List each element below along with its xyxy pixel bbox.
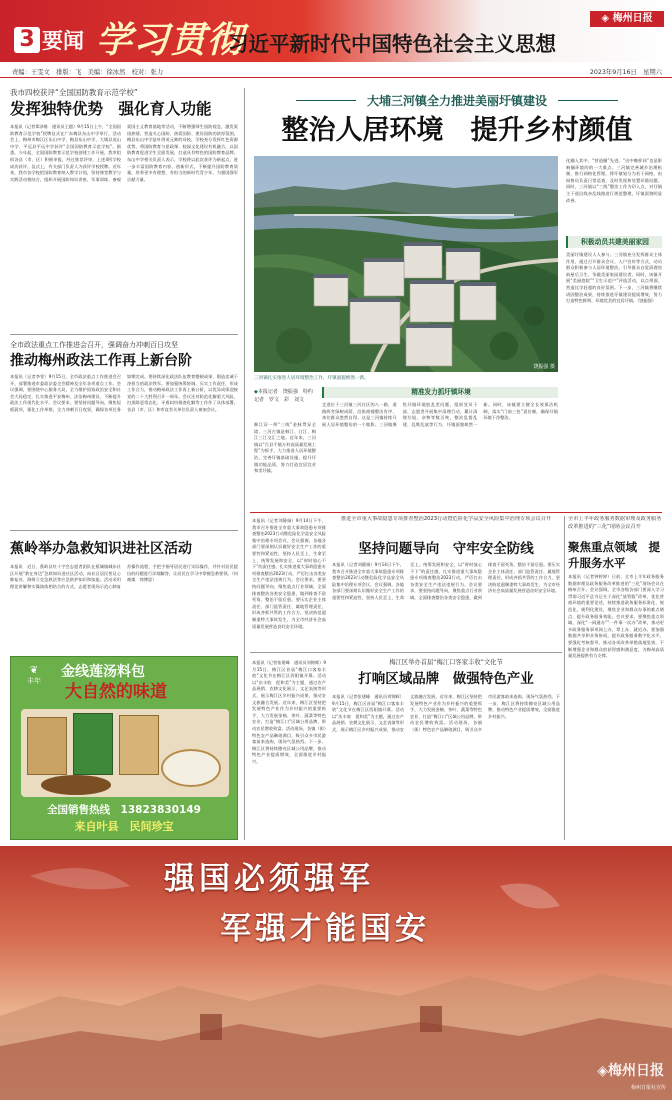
town-aerial-image bbox=[254, 156, 558, 372]
paper-icon: ◈ bbox=[601, 13, 613, 24]
article-kicker: 全市上半年政务服务数据审理及政务服务改革推进的“三化”现场会议召开 bbox=[568, 516, 662, 530]
article-kicker: 梅江区举办首届“梅江口客家丰收”文化节 bbox=[389, 659, 503, 666]
divider bbox=[250, 512, 662, 513]
bottom-banner bbox=[0, 846, 672, 1100]
divider bbox=[250, 652, 562, 653]
ad-hotline: 全国销售热线 13823830149 bbox=[47, 804, 201, 816]
banner-text-box bbox=[164, 854, 474, 990]
feature-section-heading: 精准发力抓圩镇环境 bbox=[322, 387, 558, 398]
article-first-aid bbox=[10, 538, 238, 648]
ad-slogan: 来自叶县 民间珍宝 bbox=[74, 820, 174, 833]
feature-body: 走进位于三河镇三河社区的八一路，道路两旁绿树成荫、沿街商铺整洁有序，来往群众悠然自得。这是三河镇持续开展人居环境整治的一个缩影。三河镇聚焦圩镇环境脏乱差问题，组织党员干部、志愿者开展集中清理行动，累计清理垃圾、杂物等数百吨，整治乱搭乱建、乱堆乱放等行为，圩镇面貌焕然一新。同时，该镇建立健全长效保洁机制，落实“门前三包”责任制，确保圩镇环境干净整洁。 bbox=[322, 402, 558, 427]
advertisement bbox=[10, 656, 238, 840]
column-divider bbox=[244, 88, 245, 840]
banner-logo: ◈梅州日报 bbox=[597, 1063, 664, 1079]
feature-photo bbox=[254, 156, 558, 372]
page-name: 要闻 bbox=[42, 29, 84, 53]
masthead-subtitle: 习近平新时代中国特色社会主义思想 bbox=[228, 32, 556, 56]
issue-date: 2023年9月16日 星期六 bbox=[589, 69, 662, 76]
feature-photo-caption: 三河镇扎实推进人居环境整治工作，圩镇面貌焕然一新。 bbox=[254, 376, 369, 381]
ad-tagline: 大自然的味道 bbox=[65, 682, 167, 702]
product-bowl bbox=[161, 749, 221, 787]
paper-name: ◈ 梅州日报 bbox=[590, 11, 664, 27]
column-divider bbox=[564, 516, 565, 840]
article-safety bbox=[332, 516, 560, 646]
editor-credits: 责编：王雯文 排版：飞 美编：徐冰然 校对：张力 bbox=[12, 69, 164, 76]
article-body: 本报讯（记者李雯）9月15日，全市政法重点工作推进会召开，部署推进市委政法委全会精神及全年各项重点工作。会议强调，要围绕中心服务大局，全力维护国家政治安全和社会大局稳定，扎实推进平安梅州、法治梅州建设，不断提升政法工作现代化水平。会议要求，要坚持问题导向，聚焦短板弱项，强化工作举措，全力冲刺百日攻坚，确保各项任务如期完成。要持续深化政法队伍教育整顿成果，锻造忠诚干净担当的政法铁军。要加强统筹协调，压实工作责任，形成工作合力，推动梅州政法工作再上新台阶，以优异成绩迎接党的二十大胜利召开一周年。会议还对防范化解重大风险、扫黑除恶常态化、矛盾纠纷排查化解等工作作了具体部署。各县（市、区）和市直有关单位负责人参加会议。 bbox=[10, 374, 238, 412]
divider bbox=[10, 334, 238, 335]
article-brand-body: 本报讯（记者张建峰 通讯员刘锦辉）9月15日，梅江区首届“梅江口客家丰收”文化节在梅江区西阳镇开幕。活动以“庆丰收 促和美”为主题，通过农产品展销、农耕文化展示、文艺表演等形式，展示梅江区乡村振兴成果，推动农文旅融合发展。近年来，梅江区坚持把发展特色产业作为乡村振兴的重要抓手，大力发展金柚、茶叶、蔬菜等特色农业，打造“梅江口”区域公用品牌，带动农民增收致富。活动现场，各镇（街）特色农产品琳琅满目，吸引众多市民游客前来选购，现场气氛热烈。下一步，梅江区将持续擦亮区域公用品牌，推动特色产业提质增效，全面推进乡村振兴。 bbox=[252, 660, 326, 764]
page-number-badge: 3 bbox=[14, 27, 40, 53]
feature-section-heading: 积极动员共建美丽家园 bbox=[566, 236, 662, 248]
ad-title: 金线莲汤料包 bbox=[61, 664, 145, 680]
article-kicker: 推进全市重大事故隐患专项排查整治2023行动暨危险化学品安全风险集中治理专项会议召开 bbox=[340, 516, 552, 522]
product-bag bbox=[27, 717, 67, 775]
leaf-icon: ❦ bbox=[29, 665, 39, 676]
article-body-continued: 本报讯（记者张建峰 通讯员刘锦辉）9月15日，梅江区首届“梅江口客家丰收”文化节在梅江区西阳镇开幕。活动以“庆丰收 促和美”为主题，通过农产品展销、农耕文化展示、文艺表演等形式，展示梅江区乡村振兴成果，推动农文旅融合发展。近年来，梅江区坚持把发展特色产业作为乡村振兴的重要抓手，大力发展金柚、茶叶、蔬菜等特色农业，打造“梅江口”区域公用品牌，带动农民增收致富。活动现场，各镇（街）特色农产品琳琅满目，吸引众多市民游客前来选购，现场气氛热烈。下一步，梅江区将持续擦亮区域公用品牌，推动特色产业提质增效，全面推进乡村振兴。 bbox=[332, 694, 560, 732]
article-body: 本报讯（记者钟婷婷）日前，全市上半年政务服务数据审理及政务服务改革推进的“三化”现场会议在梅州召开。会议强调，全市各级各部门要深入学习贯彻习近平总书记关于深化“放管服”改革、优化营商环境的重要论述，持续推进政务服务标准化、规范化、便利化建设，聚焦企业和群众办事的难点堵点，提升政务服务效能。会议要求，要聚焦重点领域，深化“一网通办”“一件事一次办”改革，推动更多政务服务事项网上办、掌上办、就近办。要加强数据共享和业务协同，提升政务服务数字化水平。要强化考核督导，推动各项改革举措落地见效，不断增强企业和群众的获得感和满意度，为梅州高质量发展提供有力支撑。 bbox=[568, 574, 664, 659]
article-safety-body: 本报讯（记者刘静娟）9月14日下午，我市召开推进全市重大事故隐患专项排查整治2023行动暨危险化学品安全风险集中治理专项会议。会议强调，各地各部门要深刻认识做好安全生产工作的重要性和紧迫性，坚持人民至上、生命至上，统筹发展和安全，以“时时放心不下”的责任感，扎实推进重大事故隐患专项排查整治2023行动，严厉打击各类安全生产违法违规行为。会议要求，要坚持问题导向，聚焦重点行业领域，全面排查整治各类安全隐患，做到排查不留死角、整治不留后患。要压实企业主体责任、部门监管责任、属地管理责任，形成齐抓共管的工作合力，坚决防范遏制重特大事故发生，为全市经济社会高质量发展营造良好安全环境。 bbox=[252, 518, 326, 629]
article-body: 本报讯 近日，蕉岭县红十字会志愿者团队在蕉城镇城东社区开展“救在身边”急救知识进社区活动，向社区居民普及心肺复苏、海姆立克急救法等应急救护知识和技能。活动采用理论讲解和实操演练相结合的方式，志愿者现场示范心肺复苏操作流程，手把手指导居民进行实际操作，并针对居民提出的问题进行详细解答，让居民在学习中掌握急救要领。（何被媒 徐博思） bbox=[10, 564, 238, 589]
credits-line bbox=[0, 64, 672, 78]
feature-kicker: 大埔三河镇全力推进美丽圩镇建设 bbox=[252, 90, 662, 106]
article-kicker: 我市四校获评“全国国防教育示范学校” bbox=[10, 88, 138, 97]
article-kicker: 全市政法重点工作推进会召开，强调奋力冲刺百日攻坚 bbox=[10, 341, 178, 349]
product-bowl bbox=[41, 775, 111, 795]
kicker-bar bbox=[558, 100, 618, 101]
banner-line-1: 强国必须强军 bbox=[164, 861, 374, 897]
kicker-bar bbox=[296, 100, 356, 101]
article-headline: 坚持问题导向 守牢安全防线 bbox=[358, 541, 534, 557]
feature-headline: 整治人居环境 提升乡村颜值 bbox=[281, 115, 633, 146]
paper-logo-icon: ◈ bbox=[597, 1063, 608, 1079]
banner-line-2: 军强才能国安 bbox=[220, 911, 430, 947]
article-headline: 推动梅州政法工作再上新台阶 bbox=[10, 353, 192, 369]
masthead-slogan: 学习贯彻 bbox=[96, 19, 245, 61]
ad-logo: ❦ 丰年 bbox=[19, 665, 49, 687]
article-gov-service bbox=[568, 516, 664, 840]
photo-credit: 饶振强 摄 bbox=[533, 364, 555, 370]
feature-reporters: ◆本报记者 饶振强 特约记者 罗文 彩 刘文 bbox=[254, 389, 313, 403]
product-bag bbox=[73, 713, 113, 775]
banner-credit: 梅州日报社宣传 bbox=[630, 1085, 666, 1091]
article-defense-schools bbox=[10, 88, 238, 328]
bullet-icon: ◆ bbox=[254, 389, 258, 395]
article-headline: 蕉岭举办急救知识进社区活动 bbox=[10, 541, 192, 557]
feature-intro: 韩江穿一带“三线”金脉贯穿全境，三河古镇是韩江、汀江、梅江三江交汇之地。近年来，三河镇以“百县千镇万村高质量发展工程”为抓手，大力推进人居环境整治，完善圩镇基础设施，提升圩镇功能品质，努力打造宜居宜业和美圩镇。 bbox=[254, 422, 316, 474]
feature-body-continued: 化翻入其中，“营造圈”先进。“这中晚样同”也是影响圈环境的的一大难点。三河镇完善城乡治理机制，推行网格化管理，将圩镇划分为若干网格，由网格员负责日常巡查，及时发现和处置环境问题。同时，三河镇以“三线”整治工作为切入点，对圩镇主干道沿线杂乱线路进行规范整理，圩镇面貌明显改善。 bbox=[566, 158, 662, 203]
ad-product-image bbox=[21, 709, 229, 797]
masthead bbox=[0, 0, 672, 62]
article-headline: 发挥独特优势 强化育人功能 bbox=[10, 100, 212, 118]
article-politics-law bbox=[10, 340, 238, 520]
article-headline: 聚焦重点领域 提升服务水平 bbox=[568, 540, 660, 570]
article-body: 本报讯（记者郑泽维 通讯员王越）9月15日上午，“全国国防教育示范学校”授牌仪式在广东梅县东山中学举行。活动会上，梅州市梅江区东山中学、梅县东山中学、大埔县虎山中学、平远县平远中学获评“全国国防教育示范学校”。据悉，今年起，全国国防教育示范学校创建工作开展，我市组织各县（市、区）积极申报，经过推荐评审，上述4所学校成功获评。仪式上，有关部门负责人为获评学校授牌。近年来，我市各学校把国防教育纳入教学计划，坚持课堂教学与实践活动相结合，组织开展国防知识讲座、军事训练、参观爱国主义教育基地等活动，不断增强师生国防观念，激发爱国热情，营造关心国防、热爱国防、建设国防的浓厚氛围。梅县东山中学是叶剑英元帅的母校，学校充分发挥红色资源优势，将国防教育与思政课、校园文化建设有机融合，以国防教育促进学生全面发展，打造具有特色的国防教育品牌。东山中学相关负责人表示，学校将以此次获评为新起点，进一步丰富国防教育内容、创新形式，不断提升国防教育质量，培养更多有理想、有担当的新时代青少年，为强国强军贡献力量。 bbox=[10, 124, 238, 182]
divider bbox=[10, 530, 238, 531]
article-brand bbox=[332, 658, 560, 840]
article-body-continued: 本报讯（记者刘静娟）9月14日下午，我市召开推进全市重大事故隐患专项排查整治2023行动暨危险化学品安全风险集中治理专项会议。会议强调，各地各部门要深刻认识做好安全生产工作的重要性和紧迫性，坚持人民至上、生命至上，统筹发展和安全，以“时时放心不下”的责任感，扎实推进重大事故隐患专项排查整治2023行动，严厉打击各类安全生产违法违规行为。会议要求，要坚持问题导向，聚焦重点行业领域，全面排查整治各类安全隐患，做到排查不留死角、整治不留后患。要压实企业主体责任、部门监管责任、属地管理责任，形成齐抓共管的工作合力，坚决防范遏制重特大事故发生，为全市经济社会高质量发展营造良好安全环境。 bbox=[332, 562, 560, 600]
feature-body-continued: 美丽圩镇建设人人参与。三河镇充分发挥群众主体作用，通过召开群众会议、入户宣传等方式，动员群众积极参与人居环境整治，引导群众自觉清理房前屋后卫生，争做美丽家园建设者。同时，该镇开展“美丽庭院”“卫生示范户”评选活动，以点带面，营造比学赶超的良好氛围。下一步，三河镇将继续巩固整治成果，持续推进圩镇建设提质增效，努力打造特色鲜明、环境优美的宜居圩镇。（饶振强） bbox=[566, 252, 662, 304]
article-headline: 打响区域品牌 做强特色产业 bbox=[358, 671, 534, 687]
product-bag bbox=[119, 715, 159, 775]
